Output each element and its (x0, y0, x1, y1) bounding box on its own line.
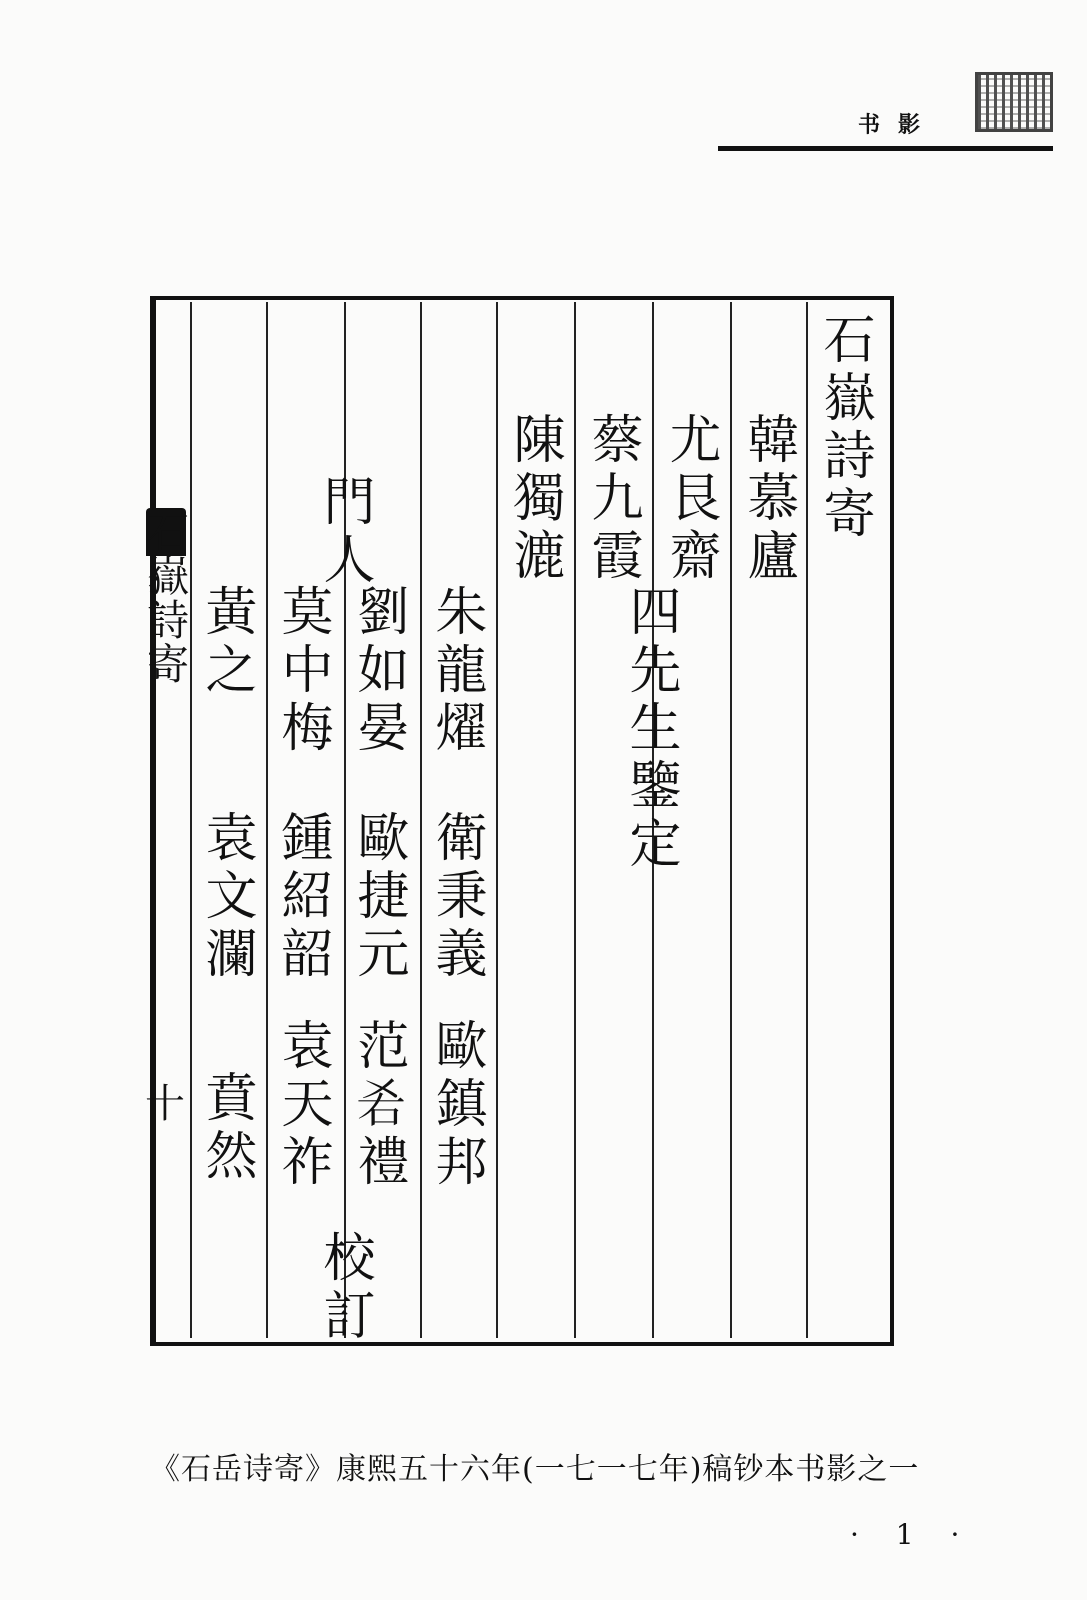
disciple-name: 黃之 (196, 584, 256, 700)
page-number: · 1 · (850, 1518, 974, 1551)
header-rule (718, 146, 1053, 151)
disciple-name: 歐捷元 (348, 810, 408, 984)
teacher-name: 陳獨漉 (504, 412, 564, 586)
seal-stamp-icon (975, 72, 1053, 132)
disciple-name: 衛秉義 (426, 810, 486, 984)
figure-caption: 《石岳诗寄》康熙五十六年(一七一七年)稿钞本书影之一 (150, 1452, 920, 1487)
disciple-name: 鍾紹韶 (272, 810, 332, 984)
disciple-name: 歐鎮邦 (426, 1018, 486, 1192)
teacher-name: 蔡九霞 (582, 412, 642, 586)
column-rule (344, 302, 346, 1338)
teacher-name: 韓慕廬 (738, 412, 798, 586)
column-rule (266, 302, 268, 1338)
column-rule (730, 302, 732, 1338)
disciple-name: 袁文瀾 (196, 810, 256, 984)
column-rule (574, 302, 576, 1338)
column-rule (806, 302, 808, 1338)
gutter-title: 石嶽詩寄 (141, 510, 190, 686)
disciple-name: 劉如晏 (348, 584, 408, 758)
disciple-name: 袁天祚 (272, 1018, 332, 1192)
disciple-name: 賁然 (196, 1070, 256, 1186)
proofread-label: 校訂 (314, 1230, 374, 1346)
column-rule (420, 302, 422, 1338)
teachers-note: 四先生鑒定 (620, 584, 680, 874)
disciple-name: 莫中梅 (272, 584, 332, 758)
disciples-label: 門人 (314, 474, 374, 590)
teacher-name: 尤艮齋 (660, 412, 720, 586)
disciple-name: 范𠯌禮 (348, 1018, 408, 1192)
column-rule (190, 302, 192, 1338)
gutter-folio: 十 (145, 1081, 185, 1127)
disciple-name: 朱龍燿 (426, 584, 486, 758)
section-label: 书影 (858, 113, 939, 138)
book-title: 石嶽詩寄 (814, 312, 874, 544)
column-rule (496, 302, 498, 1338)
